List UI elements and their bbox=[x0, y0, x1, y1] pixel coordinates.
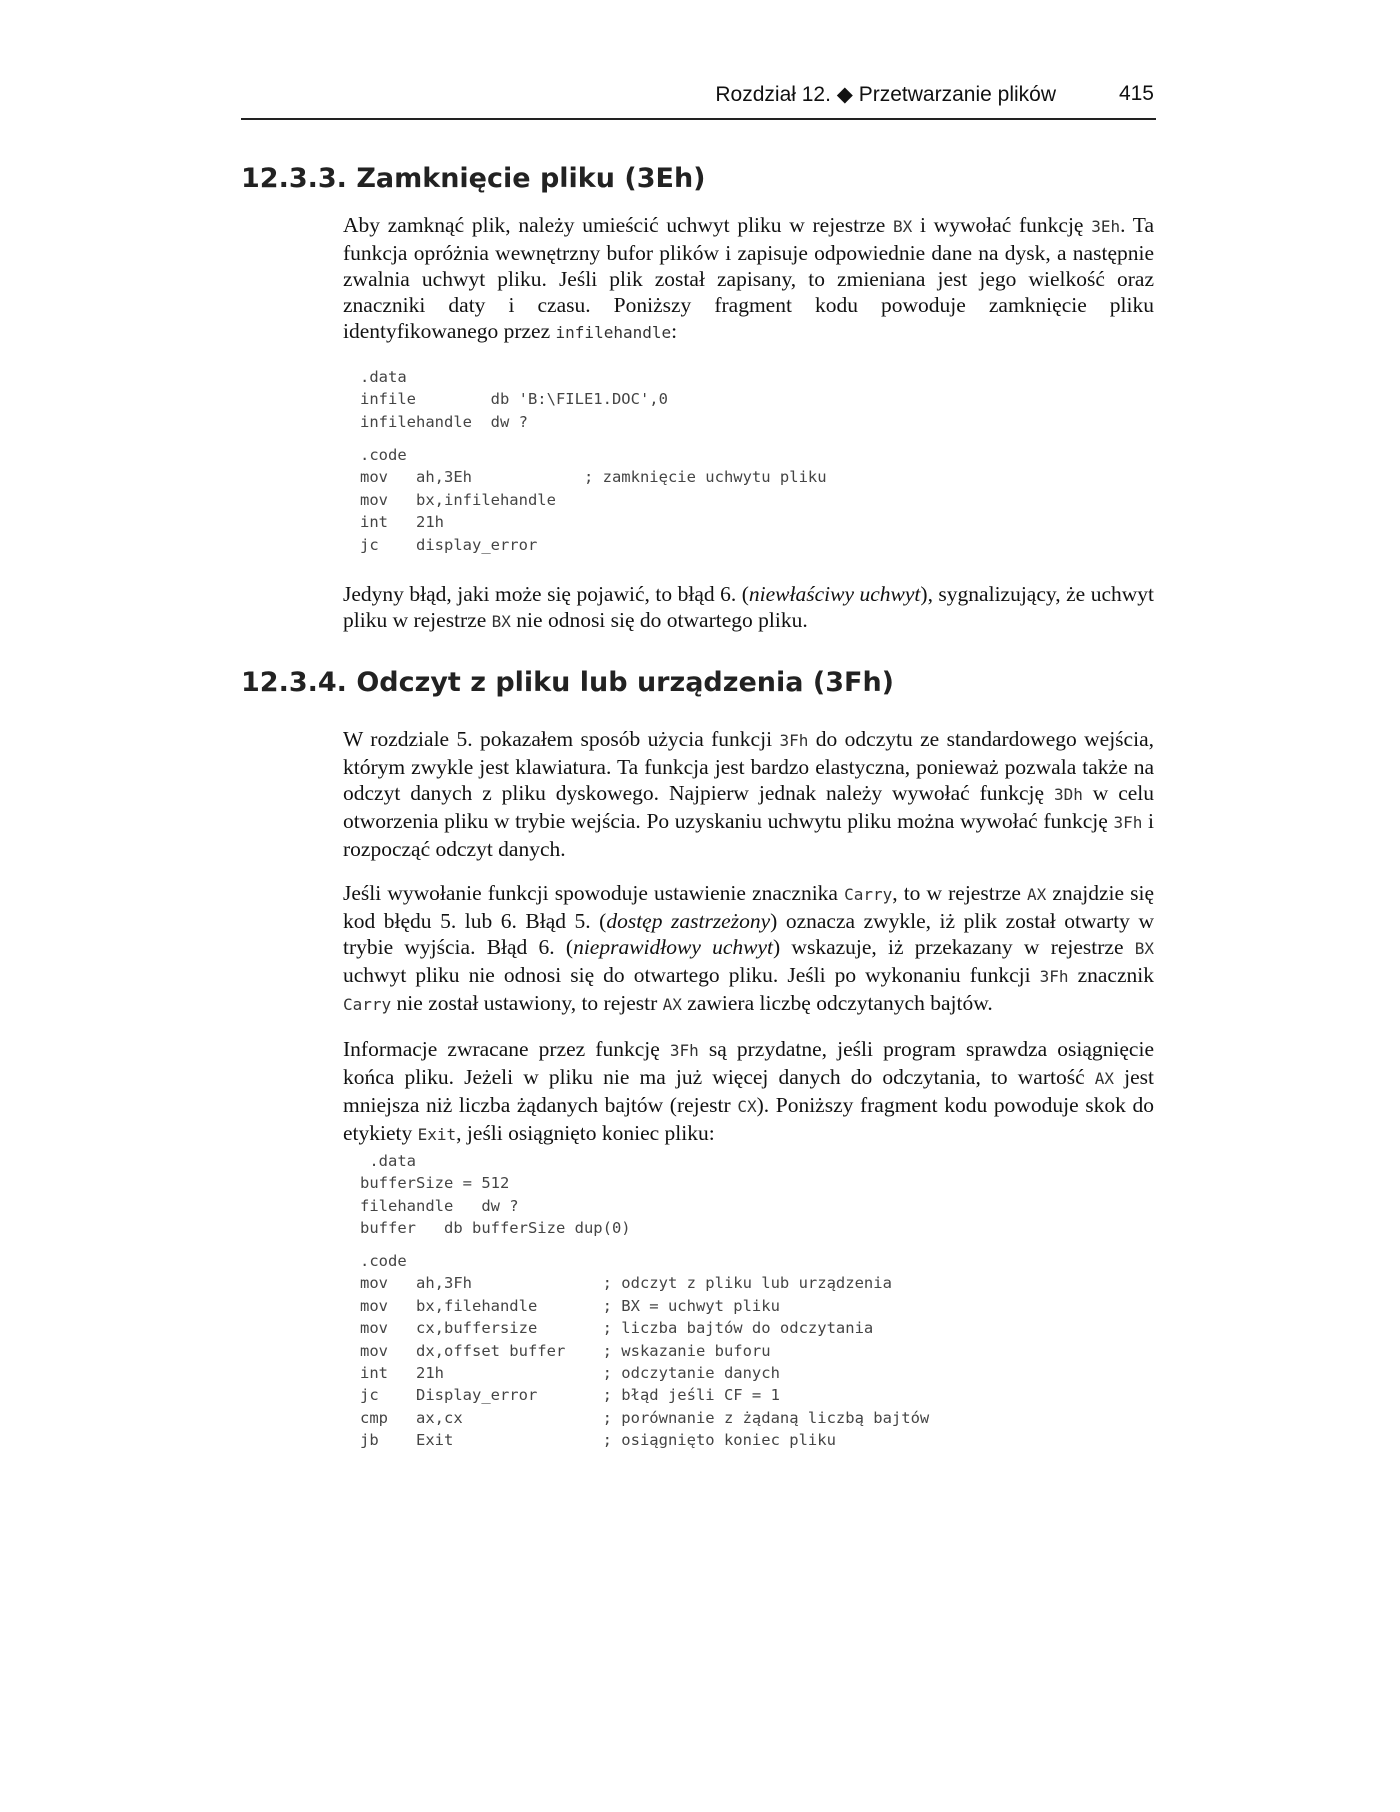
inline-code: BX bbox=[893, 217, 913, 236]
text-run: nie odnosi się do otwartego pliku. bbox=[510, 608, 808, 632]
text-run: ) oznacza zwykle, iż plik został otwarty w trybie wyjścia. Błąd 6. ( bbox=[343, 909, 1154, 959]
inline-code: 3Fh bbox=[669, 1041, 699, 1060]
inline-code: CX bbox=[737, 1097, 757, 1116]
text-run: Aby zamknąć plik, należy umieścić uchwyt pliku w rejestrze bbox=[343, 213, 894, 237]
inline-code: BX bbox=[491, 612, 511, 631]
paragraph-read-errors bbox=[343, 880, 1154, 1018]
text-run: ), sygnalizujący, że uchwyt pliku w rejestrze bbox=[343, 582, 1154, 632]
code-block-data-segment-2: .data bufferSize = 512 filehandle dw ? buffer db bufferSize dup(0) bbox=[360, 1152, 631, 1238]
code-block-code-segment-2: .code mov ah,3Fh ; odczyt z pliku lub urządzenia mov bx,filehandle ; BX = uchwyt pliku mov cx,buffersize ; liczba bajtów do odczytania mov dx,offset buffer ; wskazanie buforu int 21h ; odczytanie danych jc Display_error ; błąd jeśli CF = 1 cmp ax,cx ; porównanie z żądaną liczbą bajtów jb Exit ; osiągnięto koniec pliku bbox=[360, 1252, 930, 1450]
paragraph-read-intro bbox=[343, 726, 1154, 862]
code-block-code-segment-1: .code mov ah,3Eh ; zamknięcie uchwytu pliku mov bx,infilehandle int 21h jc display_error bbox=[360, 446, 827, 554]
inline-code: AX bbox=[662, 995, 682, 1014]
inline-code: 3Dh bbox=[1053, 785, 1083, 804]
section-heading-12-3-4: 12.3.4. Odczyt z pliku lub urządzenia (3Fh) bbox=[241, 667, 895, 698]
code-block-data-segment-1: .data infile db 'B:\FILE1.DOC',0 infilehandle dw ? bbox=[360, 368, 668, 431]
inline-code: AX bbox=[1027, 885, 1047, 904]
text-run: ). Poniższy fragment kodu powoduje skok do etykiety bbox=[343, 1093, 1154, 1145]
text-run: znacznik bbox=[1068, 963, 1154, 987]
text-run: znajdzie się kod błędu 5. lub 6. Błąd 5. ( bbox=[343, 881, 1154, 933]
text-run: , jeśli osiągnięto koniec pliku: bbox=[456, 1121, 715, 1145]
page-number: 415 bbox=[1118, 82, 1154, 105]
section-heading-12-3-3: 12.3.3. Zamknięcie pliku (3Eh) bbox=[241, 163, 706, 194]
italic-text: nieprawidłowy uchwyt bbox=[573, 935, 774, 959]
inline-code: Exit bbox=[417, 1125, 457, 1144]
italic-text: niewłaściwy uchwyt bbox=[748, 582, 921, 606]
inline-code: 3Fh bbox=[1039, 967, 1069, 986]
text-run: , to w rejestrze bbox=[892, 881, 1028, 905]
text-run: do odczytu ze standardowego wejścia, którym zwykle jest klawiatura. Ta funkcja jest bardzo elastyczna, ponieważ pozwala także na odczyt danych z pliku dyskowego. Najpierw jednak należy wywołać funkcję bbox=[343, 727, 1154, 805]
chapter-title: Rozdział 12. ◆ Przetwarzanie plików bbox=[715, 83, 1056, 106]
inline-code: Carry bbox=[343, 995, 392, 1014]
text-run: Jeśli wywołanie funkcji spowoduje ustawienie znacznika bbox=[343, 881, 845, 905]
inline-code: AX bbox=[1094, 1069, 1115, 1088]
text-run: są przydatne, jeśli program sprawdza osiągnięcie końca pliku. Jeżeli w pliku nie ma już więcej danych do odczytania, to wartość bbox=[343, 1037, 1154, 1089]
text-run: i wywołać funkcję bbox=[912, 213, 1092, 237]
running-header bbox=[241, 82, 1156, 120]
text-run: W rozdziale 5. pokazałem sposób użycia funkcji bbox=[343, 727, 780, 751]
text-run: Informacje zwracane przez funkcję bbox=[343, 1037, 670, 1061]
inline-code: infilehandle bbox=[555, 323, 672, 342]
inline-code: 3Fh bbox=[779, 731, 809, 750]
inline-code: 3Fh bbox=[1113, 813, 1143, 832]
text-run: . Ta funkcja opróżnia wewnętrzny bufor plików i zapisuje odpowiednie dane na dysk, a następnie zwalnia uchwyt pliku. Jeśli plik został zapisany, to zmieniana jest jego wielkość oraz znaczniki daty i czasu. Poniższy fragment kodu powoduje zamknięcie pliku identyfikowanego przez bbox=[343, 213, 1154, 343]
text-run: uchwyt pliku nie odnosi się do otwartego pliku. Jeśli po wykonaniu funkcji bbox=[343, 963, 1040, 987]
paragraph-close-error bbox=[343, 581, 1154, 635]
inline-code: BX bbox=[1134, 939, 1155, 958]
text-run: : bbox=[671, 319, 678, 343]
inline-code: 3Eh bbox=[1091, 217, 1121, 236]
paragraph-close-file-intro bbox=[343, 212, 1154, 346]
text-run: ) wskazuje, iż przekazany w rejestrze bbox=[773, 935, 1135, 959]
italic-text: dostęp zastrzeżony bbox=[606, 909, 771, 933]
text-run: zawiera liczbę odczytanych bajtów. bbox=[681, 991, 993, 1015]
inline-code: Carry bbox=[844, 885, 893, 904]
text-run: jest mniejsza niż liczba żądanych bajtów (rejestr bbox=[343, 1065, 1155, 1117]
text-run: Jedyny błąd, jaki może się pojawić, to błąd 6. ( bbox=[343, 582, 749, 606]
text-run: w celu otworzenia pliku w trybie wejścia. Po uzyskaniu uchwytu pliku można wywołać funkcję bbox=[343, 781, 1154, 833]
paragraph-read-eof bbox=[343, 1036, 1154, 1148]
text-run: i rozpocząć odczyt danych. bbox=[343, 809, 1154, 861]
text-run: nie został ustawiony, to rejestr bbox=[391, 991, 663, 1015]
